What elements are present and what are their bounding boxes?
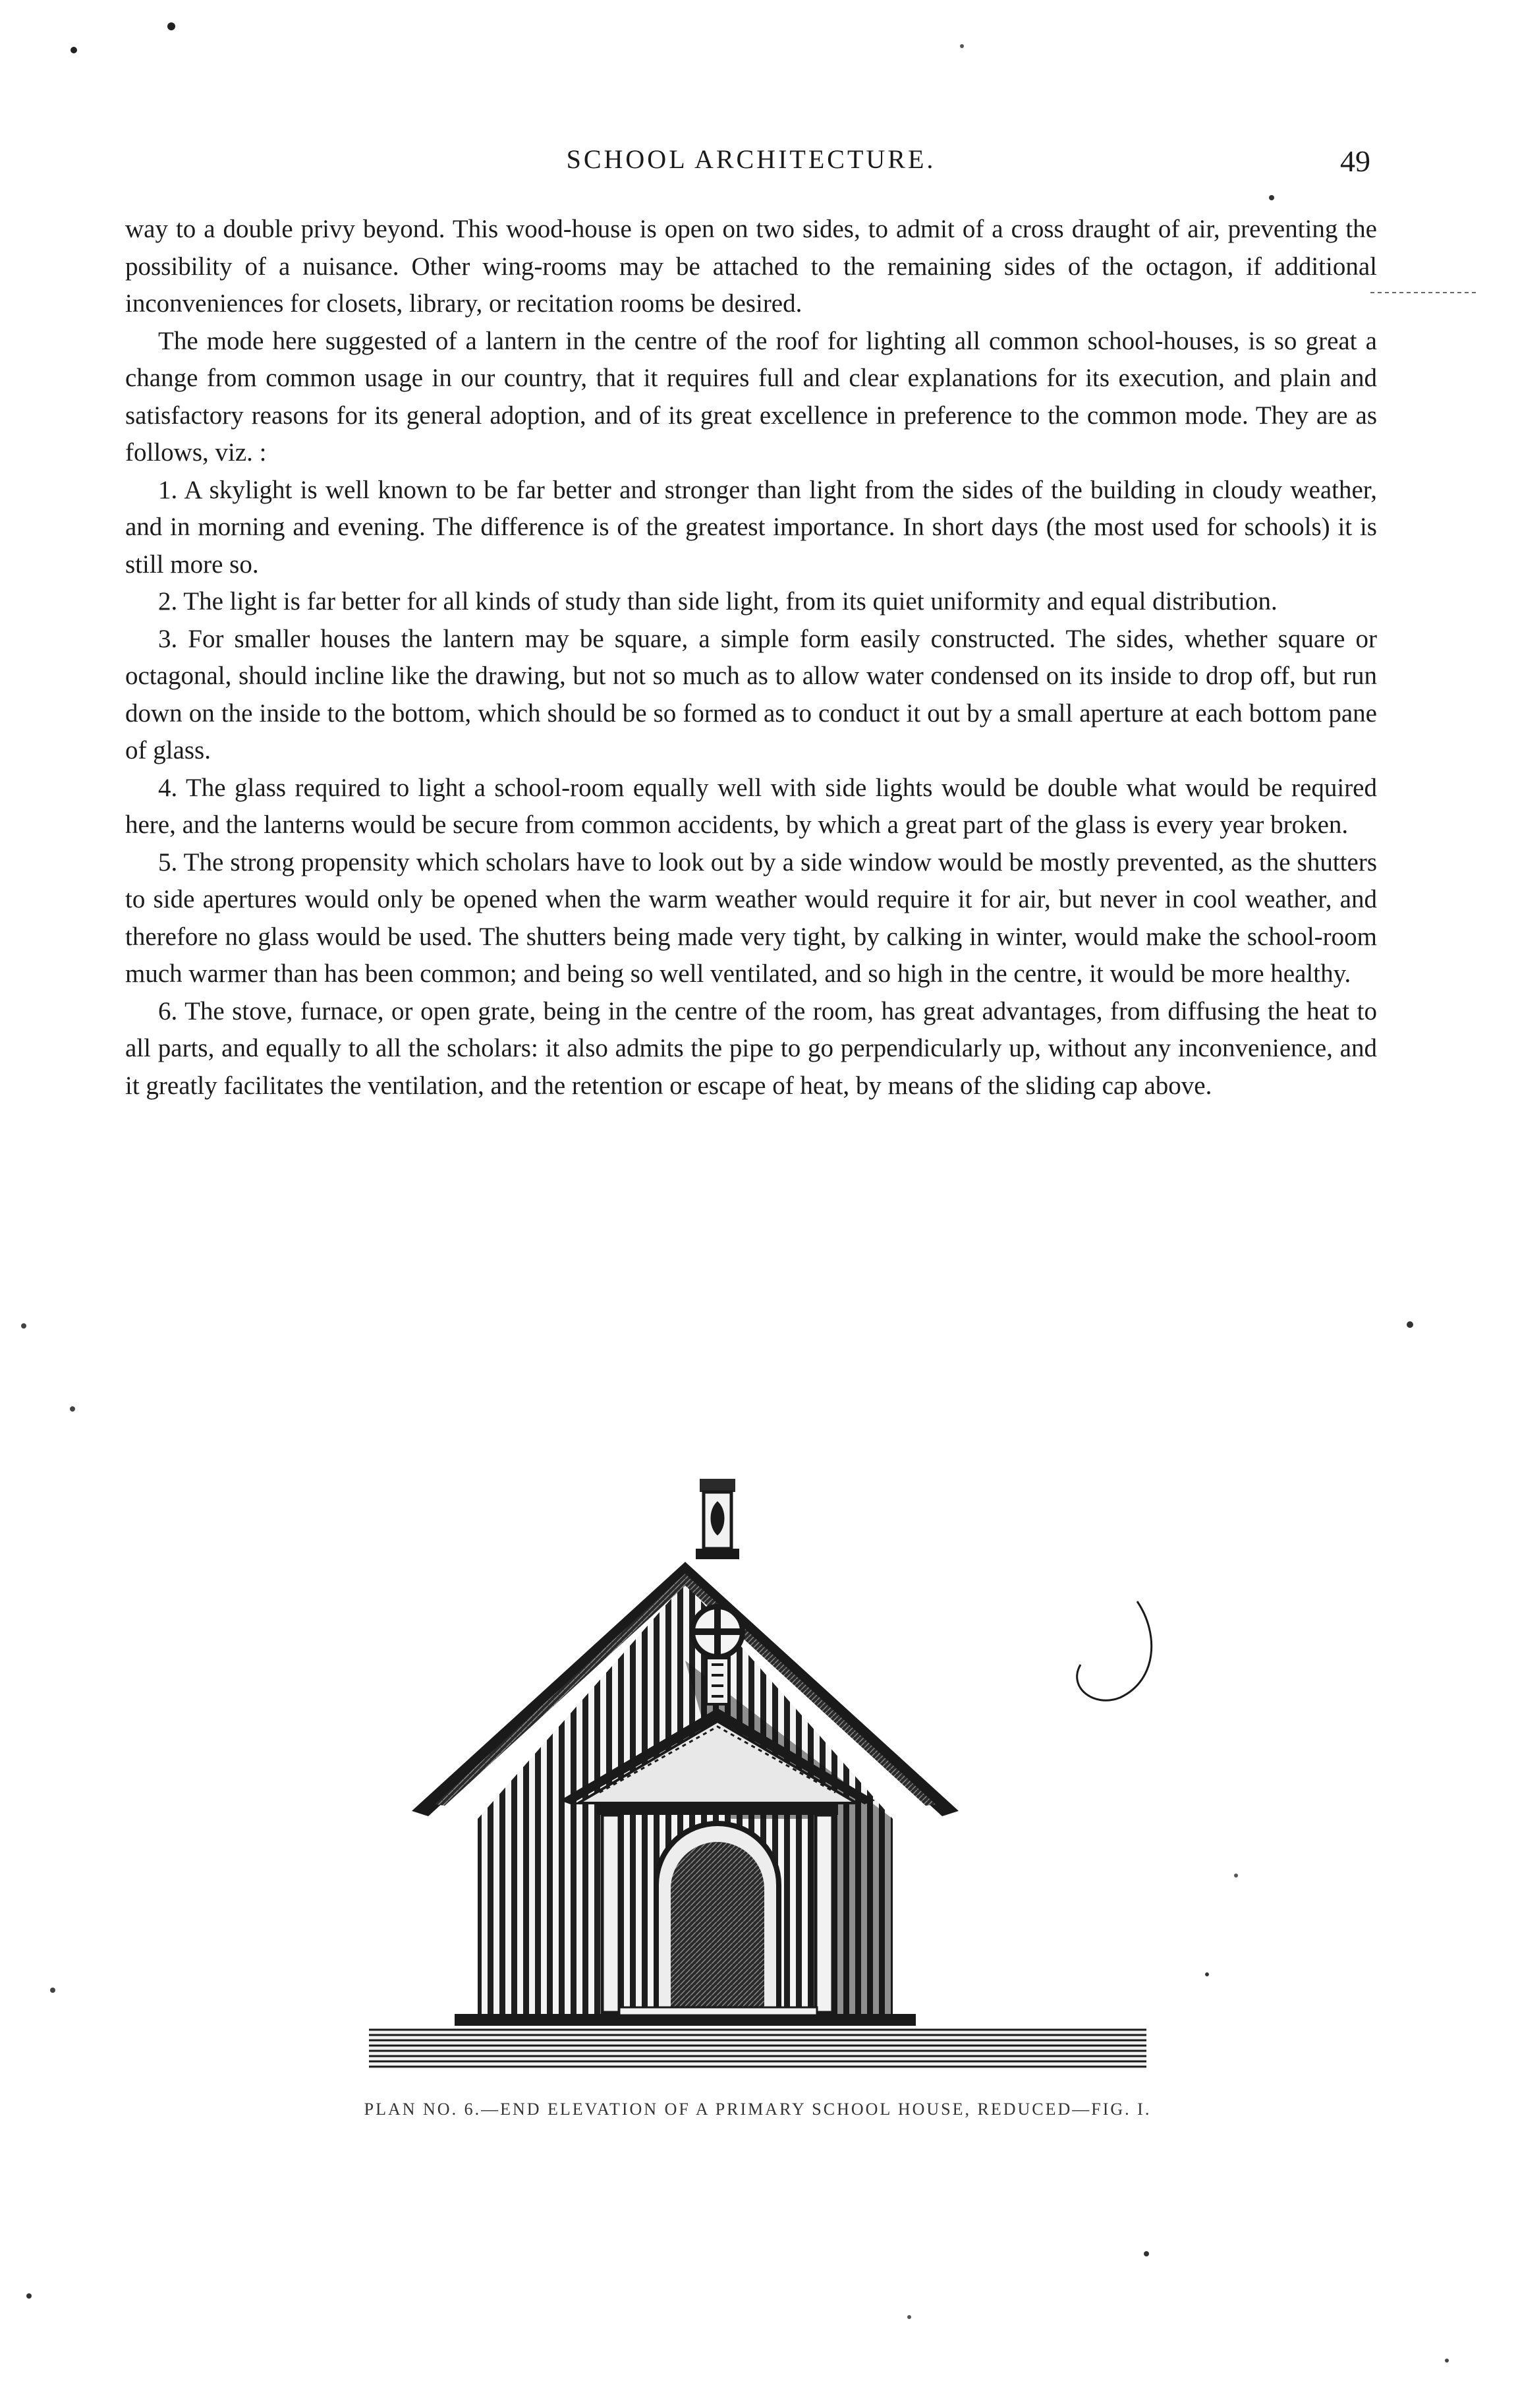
scribble-mark — [1077, 1601, 1152, 1700]
school-house-elevation-icon — [369, 1463, 1305, 2076]
paragraph-reason-3: 3. For smaller houses the lantern may be square, a simple form easily constructed. The sides, whether square or octagonal, should incline like the drawing, but not so much as to allow water condensed on its inside to drop off, but run down on the inside to the bottom, which should be so formed as to conduct it out by a small aperture at each bottom pane of glass. — [125, 624, 1377, 764]
paragraph-reason-1: 1. A skylight is well known to be far better and stronger than light from the sides of the building in cloudy weather, and in morning and evening. The difference is of the greatest importance. In short days (the most used for schools) it is still more so. — [125, 475, 1377, 579]
paragraph-reason-2: 2. The light is far better for all kinds of study than side light, from its quiet uniformity and equal distribution. — [158, 587, 1278, 616]
paragraph-lantern-intro: The mode here suggested of a lantern in the centre of the roof for lighting all common school-houses, is so great a change from common usage in our country, that it requires full and clear explanations for its execution, and plain and satisfactory reasons for its general adoption, and of its great excellence in preference to the common mode. They are as follows, viz. : — [125, 326, 1377, 467]
school-house-illustration — [369, 1463, 1305, 2076]
foundation — [369, 2007, 1146, 2069]
chimney — [696, 1479, 739, 1559]
paragraph-reason-4: 4. The glass required to light a school-room equally well with side lights would be double what would be required here, and the lanterns would be secure from common accidents, by which a great part of the glass is every year broken. — [125, 773, 1377, 839]
body-text — [125, 211, 1377, 1104]
paragraph-reason-5: 5. The strong propensity which scholars have to look out by a side window would be mostly prevented, as the shutters to side apertures would only be opened when the warm weather would require it for air, but never in cool weather, and therefore no glass would be used. The shutters being made very tight, by calking in winter, would make the school-room much warmer than has been common; and being so well ventilated, and so high in the centre, it would be more healthy. — [125, 847, 1377, 988]
figure-caption: PLAN NO. 6.—END ELEVATION OF A PRIMARY SCHOOL HOUSE, REDUCED—FIG. I. — [364, 2100, 1152, 2119]
page-number: 49 — [1340, 144, 1370, 178]
arched-doorway — [656, 1823, 779, 2014]
paragraph-reason-6: 6. The stove, furnace, or open grate, being in the centre of the room, has great advantages, from diffusing the heat to all parts, and equally to all the scholars: it also admits the pipe to go perpendicularly up, without any inconvenience, and it greatly facilitates the ventilation, and the retention or escape of heat, by means of the sliding cap above. — [125, 996, 1377, 1100]
page-header — [119, 144, 1384, 190]
running-title: SCHOOL ARCHITECTURE. — [566, 144, 936, 174]
paragraph-continuation: way to a double privy beyond. This wood-house is open on two sides, to admit of a cross draught of air, preventing the possibility of a nuisance. Other wing-rooms may be attached to the remaining sides of the octagon, if additional inconveniences for closets, library, or recitation rooms be desired. — [125, 215, 1377, 318]
